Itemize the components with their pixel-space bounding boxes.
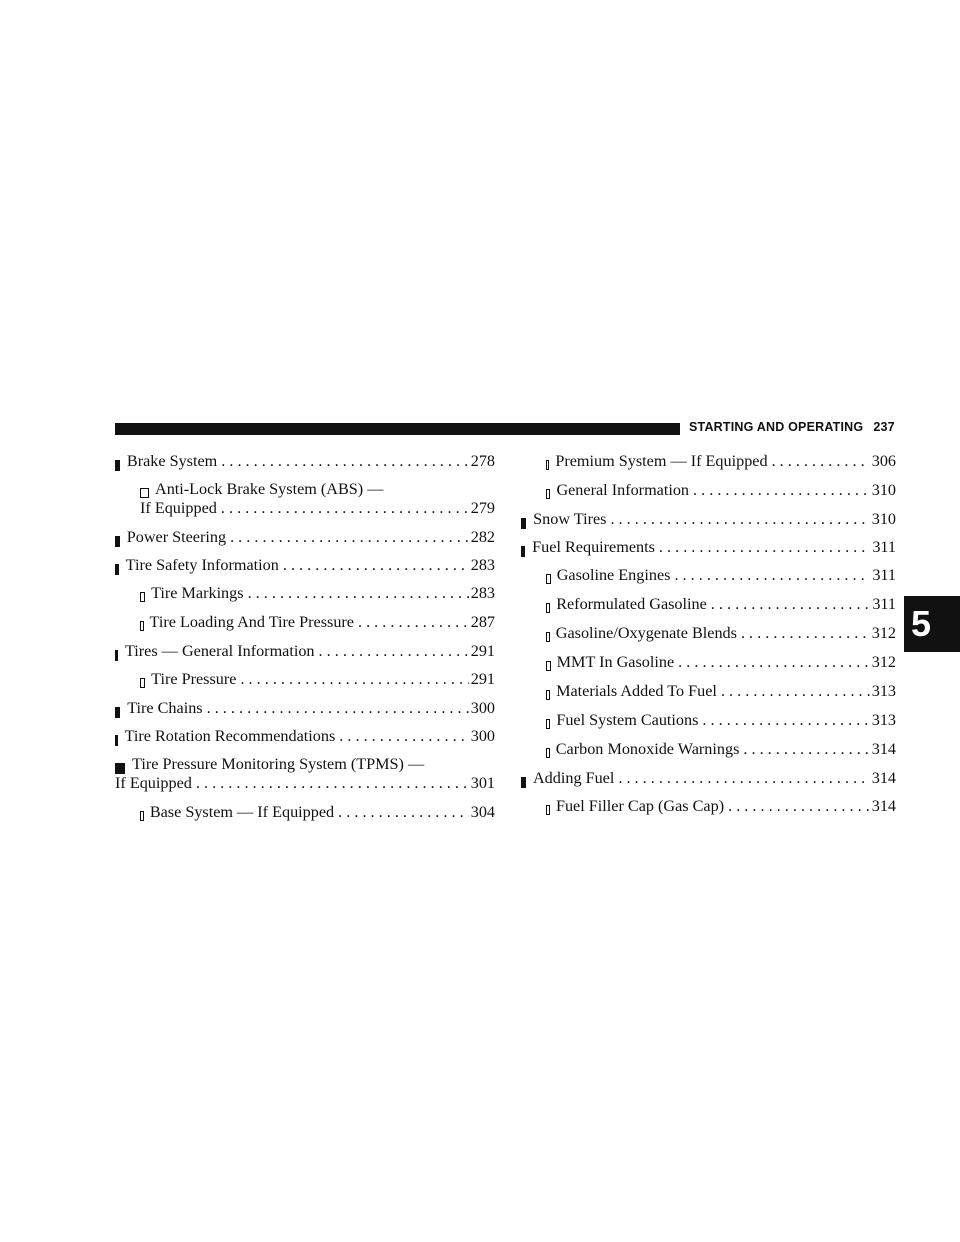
toc-page-number: 313 (871, 711, 896, 729)
toc-entry-label: Gasoline/Oxygenate Blends (555, 624, 737, 642)
toc-entry-label: Tire Chains (127, 699, 203, 717)
toc-entry-label: Tire Safety Information (125, 556, 279, 574)
toc-entry[interactable] (115, 452, 495, 471)
hollow-square-bullet-icon (140, 811, 144, 821)
hollow-square-bullet-icon (546, 805, 550, 815)
toc-subentry[interactable] (115, 613, 495, 632)
toc-entry[interactable] (521, 510, 896, 529)
dot-leader (698, 711, 869, 730)
toc-entry-label: If Equipped (115, 774, 192, 792)
toc-subentry[interactable] (521, 653, 896, 672)
dot-leader (614, 769, 869, 788)
dot-leader (335, 727, 468, 746)
toc-page-number: 283 (470, 556, 495, 574)
dot-leader (724, 797, 870, 816)
toc-subentry[interactable] (115, 480, 495, 518)
toc-entry-label: Tire Rotation Recommendations (124, 727, 336, 745)
toc-entry[interactable] (115, 642, 495, 661)
toc-entry-label: Fuel System Cautions (556, 711, 699, 729)
chapter-number: 5 (910, 603, 932, 644)
dot-leader (217, 452, 468, 471)
toc-entry-label: Tire Loading And Tire Pressure (149, 613, 354, 631)
toc-entry[interactable] (521, 769, 896, 788)
toc-page-number: 311 (872, 538, 896, 556)
running-header (689, 420, 895, 434)
chapter-tab[interactable] (904, 596, 960, 652)
dot-leader (315, 642, 469, 661)
toc-entry[interactable] (115, 699, 495, 718)
hollow-square-bullet-icon (140, 621, 144, 631)
toc-subentry[interactable] (521, 740, 896, 759)
toc-page-number: 314 (871, 797, 896, 815)
toc-page-number: 314 (871, 769, 896, 787)
toc-page-number: 301 (470, 774, 495, 792)
toc-page-number: 279 (470, 499, 495, 517)
toc-page-number: 300 (470, 699, 495, 717)
square-bullet-icon (521, 777, 526, 788)
toc-entry-label: Tire Markings (151, 584, 244, 602)
hollow-square-bullet-icon (546, 603, 550, 613)
toc-entry[interactable] (115, 755, 495, 793)
toc-entry-label: Power Steering (126, 528, 227, 546)
toc-entry[interactable] (115, 556, 495, 575)
hollow-square-bullet-icon (546, 748, 550, 758)
toc-page-number: 314 (871, 740, 896, 758)
dot-leader (334, 803, 469, 822)
toc-entry-label: Carbon Monoxide Warnings (555, 740, 740, 758)
square-bullet-icon (115, 460, 120, 471)
toc-page-number: 312 (871, 624, 896, 642)
dot-leader (739, 740, 869, 759)
toc-entry[interactable] (115, 528, 495, 547)
toc-entry-label: MMT In Gasoline (556, 653, 675, 671)
toc-subentry[interactable] (521, 711, 896, 730)
toc-subentry[interactable] (521, 682, 896, 701)
toc-page-number: 311 (872, 595, 896, 613)
dot-leader (354, 613, 469, 632)
hollow-square-bullet-icon (546, 460, 549, 470)
hollow-square-bullet-icon (546, 489, 550, 499)
toc-page-number: 300 (470, 727, 495, 745)
hollow-square-bullet-icon (546, 719, 550, 729)
toc-subentry[interactable] (115, 584, 495, 603)
toc-entry-label: Tires — General Information (124, 642, 315, 660)
header-rule (115, 423, 680, 435)
toc-subentry[interactable] (521, 624, 896, 643)
toc-entry-label: Base System — If Equipped (149, 803, 335, 821)
hollow-square-bullet-icon (140, 678, 145, 688)
toc-entry[interactable] (115, 727, 495, 746)
square-bullet-icon (115, 763, 125, 774)
dot-leader (768, 452, 870, 471)
square-bullet-icon (115, 650, 118, 661)
toc-page-number: 278 (470, 452, 495, 470)
toc-entry-label: Reformulated Gasoline (556, 595, 707, 613)
dot-leader (670, 566, 870, 585)
toc-page-number: 312 (871, 653, 896, 671)
toc-entry-label: Premium System — If Equipped (555, 452, 768, 470)
toc-entry-label: Brake System (126, 452, 218, 470)
dot-leader (236, 670, 468, 689)
toc-subentry[interactable] (521, 452, 896, 471)
toc-subentry[interactable] (115, 670, 495, 689)
dot-leader (655, 538, 870, 557)
toc-entry-label: Gasoline Engines (556, 566, 671, 584)
toc-entry-label: General Information (556, 481, 690, 499)
toc-subentry[interactable] (521, 566, 896, 585)
dot-leader (244, 584, 469, 603)
square-bullet-icon (115, 536, 120, 547)
toc-page-number: 311 (872, 566, 896, 584)
square-bullet-icon (115, 707, 120, 718)
hollow-square-bullet-icon (140, 592, 145, 602)
square-bullet-icon (521, 546, 525, 557)
toc-page-number: 282 (470, 528, 495, 546)
square-bullet-icon (115, 735, 118, 746)
toc-page-number: 291 (470, 670, 495, 688)
dot-leader (606, 510, 869, 529)
toc-entry[interactable] (521, 538, 896, 557)
section-title: STARTING AND OPERATING (689, 420, 864, 434)
toc-page-number: 283 (470, 584, 495, 602)
hollow-square-bullet-icon (546, 690, 550, 700)
toc-subentry[interactable] (521, 595, 896, 614)
toc-entry-label: Materials Added To Fuel (556, 682, 717, 700)
toc-page-number: 310 (871, 481, 896, 499)
hollow-square-bullet-icon (546, 632, 550, 642)
hollow-square-bullet-icon (546, 574, 551, 584)
toc-left-column (115, 452, 495, 832)
hollow-square-bullet-icon (140, 488, 149, 498)
square-bullet-icon (521, 518, 526, 529)
toc-subentry[interactable] (115, 803, 495, 822)
page-number: 237 (873, 420, 895, 434)
dot-leader (217, 499, 469, 518)
toc-right-column (521, 452, 896, 826)
dot-leader (674, 653, 870, 672)
toc-entry-label: Fuel Filler Cap (Gas Cap) (555, 797, 725, 815)
dot-leader (279, 556, 469, 575)
hollow-square-bullet-icon (546, 661, 551, 671)
toc-page-number: 306 (871, 452, 896, 470)
toc-entry-label: Fuel Requirements (532, 538, 655, 556)
toc-entry-label: Adding Fuel (532, 769, 615, 787)
toc-entry-label: Tire Pressure Monitoring System (TPMS) — (132, 755, 425, 773)
toc-page-number: 310 (871, 510, 896, 528)
dot-leader (226, 528, 469, 547)
dot-leader (717, 682, 870, 701)
dot-leader (192, 774, 469, 793)
dot-leader (737, 624, 870, 643)
toc-subentry[interactable] (521, 481, 896, 500)
toc-entry-label: Anti-Lock Brake System (ABS) — (155, 480, 384, 498)
toc-page-number: 304 (470, 803, 495, 821)
dot-leader (689, 481, 870, 500)
dot-leader (203, 699, 469, 718)
toc-entry-label: Snow Tires (533, 510, 607, 528)
toc-entry-label: Tire Pressure (151, 670, 237, 688)
square-bullet-icon (115, 564, 119, 575)
dot-leader (707, 595, 871, 614)
toc-page-number: 287 (470, 613, 495, 631)
toc-entry-label: If Equipped (140, 499, 217, 517)
toc-page-number: 313 (871, 682, 896, 700)
toc-subentry[interactable] (521, 797, 896, 816)
toc-page-number: 291 (470, 642, 495, 660)
